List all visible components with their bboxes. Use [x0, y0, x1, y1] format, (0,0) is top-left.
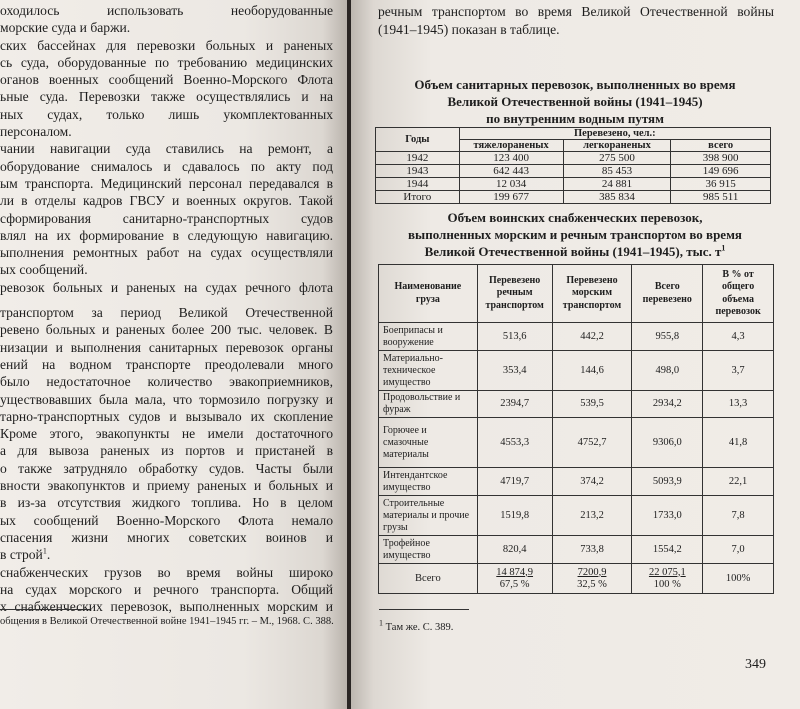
footnote-text: Там же. С. 389. — [385, 622, 454, 633]
body-line: в строй — [0, 547, 43, 563]
table-cell: 513,6 — [477, 323, 552, 351]
table-cell: 539,5 — [552, 391, 632, 418]
table-cell: 955,8 — [632, 323, 703, 351]
table-cell: 385 834 — [563, 191, 671, 204]
table-total-row — [379, 564, 774, 594]
body-line: морские суда и баржи. — [0, 20, 131, 36]
caption-line: по внутренним водным путям — [486, 111, 664, 126]
body-line: оборудование снималось и сдавалось по акту под — [0, 158, 333, 174]
table-cell: 12 034 — [459, 178, 563, 191]
table-cell: 374,2 — [552, 468, 632, 496]
body-line: вности эвакопунктов и приему раненых и больных и — [0, 478, 333, 494]
table-header-row — [379, 265, 774, 323]
table-cell: Горючее и смазочные материалы — [379, 418, 478, 468]
table-cell: Материально-техническое имущество — [379, 351, 478, 391]
table-row — [379, 351, 774, 391]
table-cell: 985 511 — [671, 191, 771, 204]
left-page-body — [0, 2, 333, 615]
body-line: транспортом за период Великой Отечественной — [0, 305, 333, 321]
body-line: спасения жизни многих советских воинов и — [0, 529, 333, 545]
body-line: персоналом. — [0, 124, 72, 140]
table-cell: 5093,9 — [632, 468, 703, 496]
body-line: Кроме этого, эвакопункты не имели достаточного — [0, 426, 333, 442]
table-cell: 36 915 — [671, 178, 771, 191]
table-cell: 1942 — [376, 152, 460, 165]
table-row — [379, 323, 774, 351]
body-line: ных судах, только лишь укомплектованных — [0, 106, 333, 122]
total-share: 32,5 % — [577, 578, 607, 590]
table-cell: 733,8 — [552, 536, 632, 564]
table-cell: 85 453 — [563, 165, 671, 178]
total-value: 14 874,9 — [496, 566, 534, 578]
body-line: ых сообщений. — [0, 262, 88, 278]
table-cell: 7,0 — [703, 536, 774, 564]
total-share: 67,5 % — [499, 578, 530, 590]
table-cell: Трофейное имущество — [379, 536, 478, 564]
left-footnote: общения в Великой Отечественной войне 1941–1945 гг. – М., 1968. С. 388. — [0, 616, 334, 627]
table-cell: 820,4 — [477, 536, 552, 564]
body-line: ревозок больных и раненых на судах речного флота — [0, 279, 333, 295]
body-line: тарно-транспортных судов и вызывало их скопление — [0, 408, 333, 424]
table-cell: 144,6 — [552, 351, 632, 391]
table-cell — [477, 564, 552, 594]
column-header: легкораненых — [563, 140, 671, 152]
footnote-divider — [379, 609, 469, 610]
caption-line: Объем санитарных перевозок, выполненных во время — [414, 77, 736, 92]
body-line: чании навигации суда ставились на ремонт, а — [0, 141, 333, 157]
body-line: ых сообщений Военно-Морского Флота немало — [0, 512, 333, 528]
body-line: х снабженческих перевозок, выполненных морским и — [0, 599, 333, 615]
table-row — [376, 152, 771, 165]
body-line: ли в отделы кадров ГВСУ и военных округов. Такой — [0, 193, 333, 209]
period: . — [46, 547, 51, 563]
right-page — [351, 0, 800, 709]
table-cell: 1733,0 — [632, 496, 703, 536]
table-cell: 398 900 — [671, 152, 771, 165]
body-line: ских бассейнах для перевозки больных и раненых — [0, 37, 333, 53]
table-cell: 2394,7 — [477, 391, 552, 418]
body-line: речным транспортом во время Великой Отечественной войны — [378, 4, 774, 19]
table-cell: 199 677 — [459, 191, 563, 204]
table-cell: Всего — [379, 564, 478, 594]
caption-line-with-footnote — [375, 243, 775, 260]
table-cell: 3,7 — [703, 351, 774, 391]
table-cell: 353,4 — [477, 351, 552, 391]
table-cell: 22,1 — [703, 468, 774, 496]
column-header: тяжелораненых — [459, 140, 563, 152]
body-line: уществовавших была мала, что тормозило погрузку и — [0, 391, 333, 407]
table-row — [376, 178, 771, 191]
table-cell: Продовольствие и фураж — [379, 391, 478, 418]
footnote-marker: 1 — [721, 243, 726, 253]
body-line: оходилось использовать необорудованные — [0, 3, 333, 18]
sanitary-transport-table — [375, 127, 771, 204]
table-cell: 7,8 — [703, 496, 774, 536]
table-row — [379, 496, 774, 536]
table-cell: Итого — [376, 191, 460, 204]
table-cell: 149 696 — [671, 165, 771, 178]
table2-caption — [375, 209, 775, 260]
body-line: ревено больных и раненых более 200 тыс. человек. В — [0, 322, 333, 338]
caption-line: Объем воинских снабженческих перевозок, — [447, 210, 703, 225]
table-cell: 123 400 — [459, 152, 563, 165]
footnote-divider — [0, 609, 90, 610]
body-line: оганов военных сообщений Военно-Морского Флота — [0, 72, 333, 88]
supply-transport-table — [378, 264, 774, 594]
table-cell: 442,2 — [552, 323, 632, 351]
table-cell: 4553,3 — [477, 418, 552, 468]
body-line: ым транспорта. Медицинский персонал передавался в — [0, 175, 333, 191]
table-cell: 100% — [703, 564, 774, 594]
table-row — [376, 165, 771, 178]
table-cell: 4752,7 — [552, 418, 632, 468]
column-header: Перевезено, чел.: — [459, 128, 770, 140]
body-line: сформирования санитарно-транспортных судов — [0, 210, 333, 226]
table-cell: 498,0 — [632, 351, 703, 391]
table-cell: 275 500 — [563, 152, 671, 165]
table-cell: 9306,0 — [632, 418, 703, 468]
body-line: ьные суда. Перевозки также осуществлялись и на — [0, 89, 333, 105]
table-cell: 1519,8 — [477, 496, 552, 536]
table-cell: 24 881 — [563, 178, 671, 191]
caption-line: Великой Отечественной войны (1941–1945) — [447, 94, 703, 109]
table-cell: Строительные материалы и прочие грузы — [379, 496, 478, 536]
body-line: было недостаточное количество эвакоприемников, — [0, 374, 333, 390]
body-line-with-footnote — [0, 546, 333, 563]
column-header: Перевезено речным транспортом — [477, 265, 552, 323]
column-header: Наименование груза — [379, 265, 478, 323]
body-line: (1941–1945) показан в таблице. — [378, 22, 560, 37]
table-cell: 13,3 — [703, 391, 774, 418]
table-cell — [552, 564, 632, 594]
table-cell: 1554,2 — [632, 536, 703, 564]
body-line: на судах морского и речного транспорта. Общий — [0, 581, 333, 597]
body-line: а для вывоза раненых из портов и пристаней в — [0, 443, 333, 459]
table-row — [379, 468, 774, 496]
body-line: ыполнения ремонтных работ на судах осуществляли — [0, 245, 333, 261]
table-cell: 642 443 — [459, 165, 563, 178]
body-line: снабженческих грузов во время войны широко — [0, 564, 333, 580]
table-cell: 1943 — [376, 165, 460, 178]
footnote-marker: 1 — [42, 546, 47, 556]
total-value: 22 075,1 — [648, 566, 686, 578]
table1-caption — [375, 76, 775, 127]
column-header: В % от общего объема перевозок — [703, 265, 774, 323]
table-cell — [632, 564, 703, 594]
caption-line: выполненных морским и речным транспортом во время — [408, 227, 742, 242]
column-header: всего — [671, 140, 771, 152]
table-cell: Боеприпасы и вооружение — [379, 323, 478, 351]
table-cell: 1944 — [376, 178, 460, 191]
column-header: Всего перевезено — [632, 265, 703, 323]
paragraph-gap — [0, 296, 333, 304]
body-line: сь суда, оборудованные по требованию медицинских — [0, 54, 333, 70]
left-page — [0, 0, 347, 709]
table-row — [379, 418, 774, 468]
body-line: низации и выполнения санитарных перевозок органы — [0, 339, 333, 355]
total-value: 7200,9 — [577, 566, 607, 578]
column-header: Годы — [376, 128, 460, 152]
table-cell: Интендантское имущество — [379, 468, 478, 496]
table-row — [376, 191, 771, 204]
footnote-marker: 1 — [379, 618, 383, 628]
caption-line: Великой Отечественной войны (1941–1945), тыс. т — [424, 244, 722, 259]
table-cell: 4719,7 — [477, 468, 552, 496]
table-cell: 213,2 — [552, 496, 632, 536]
body-line: в из-за отсутствия жидкого топлива. Но в целом — [0, 495, 333, 511]
table-cell: 41,8 — [703, 418, 774, 468]
right-page-intro — [378, 3, 774, 39]
right-footnote — [379, 618, 454, 633]
body-line: о также затрудняло обработку судов. Часты были — [0, 460, 333, 476]
table-cell: 2934,2 — [632, 391, 703, 418]
table-row — [379, 536, 774, 564]
body-line: влял на их формирование в следующую навигацию. — [0, 227, 333, 243]
table-cell: 4,3 — [703, 323, 774, 351]
total-share: 100 % — [653, 578, 681, 590]
table-row — [379, 391, 774, 418]
page-number: 349 — [745, 657, 766, 672]
body-line: ений на водном транспорте преодолевали много — [0, 356, 333, 372]
column-header: Перевезено морским транспортом — [552, 265, 632, 323]
